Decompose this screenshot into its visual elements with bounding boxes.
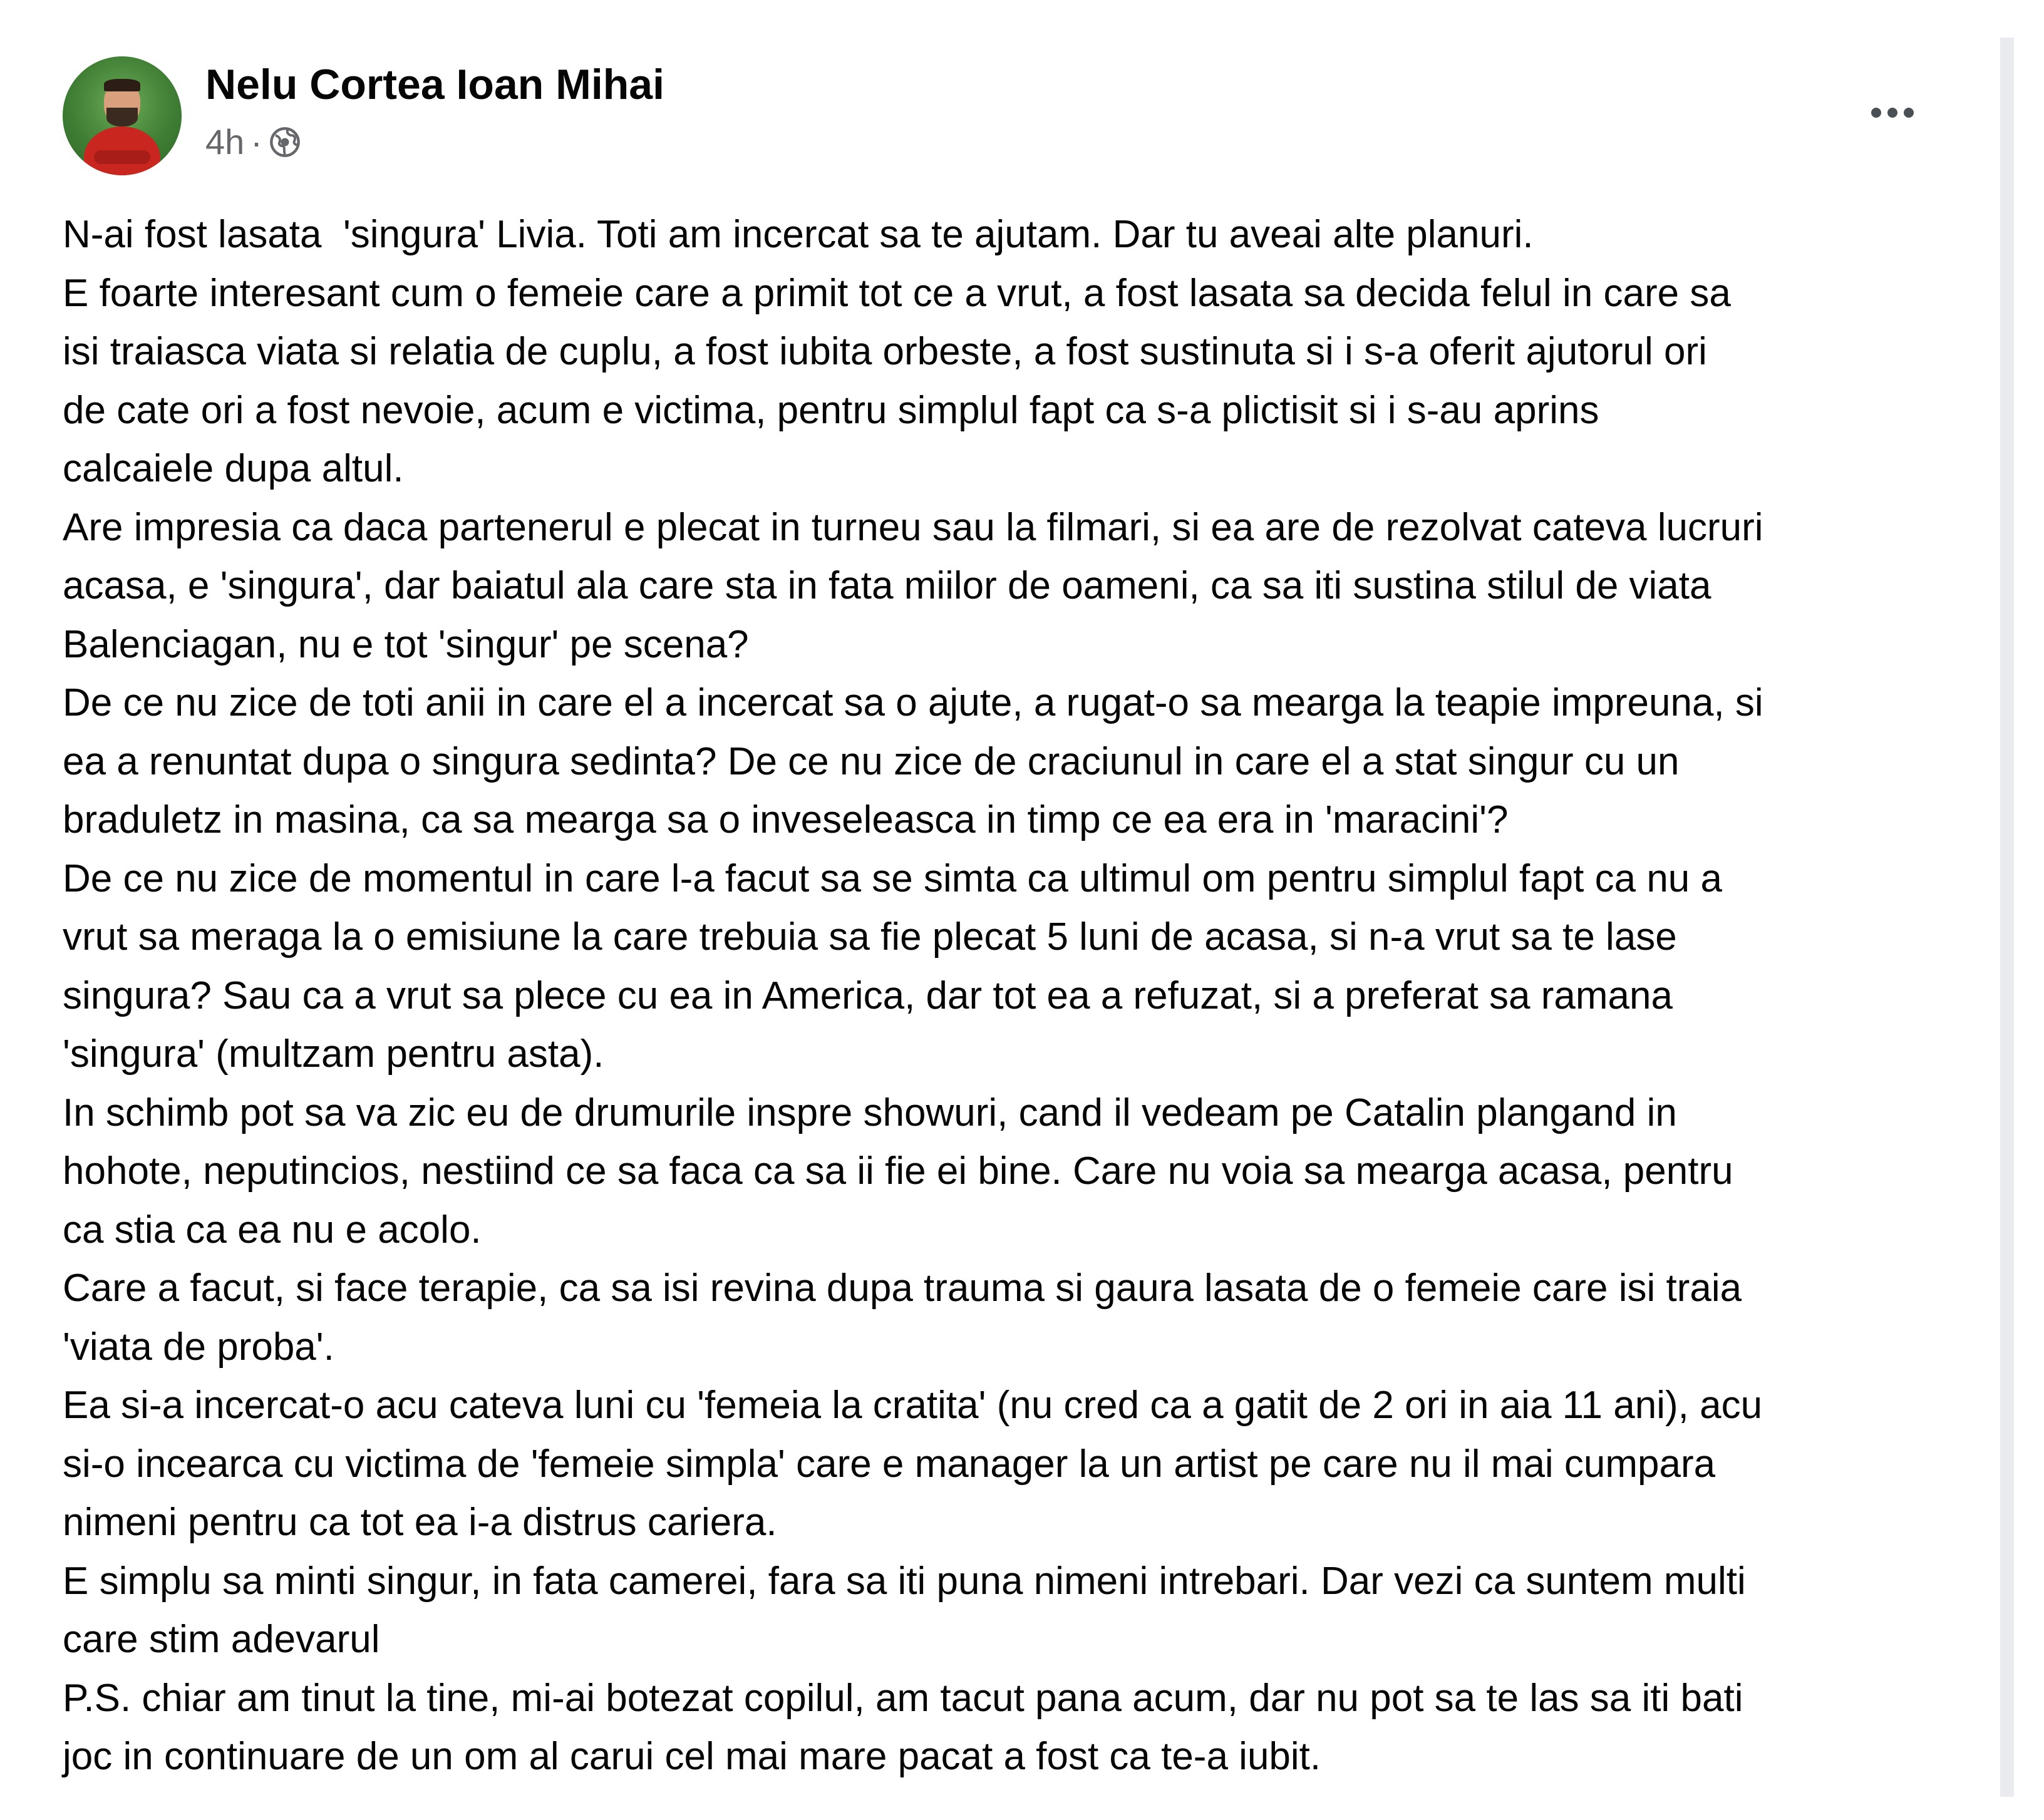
post-header xyxy=(63,56,1941,182)
globe-icon[interactable] xyxy=(269,126,301,158)
more-dot-icon xyxy=(1887,108,1897,118)
more-dot-icon xyxy=(1904,108,1914,118)
meta-separator: · xyxy=(250,122,262,162)
post-timestamp[interactable]: 4h xyxy=(205,122,245,162)
author-name-link[interactable]: Nelu Cortea Ioan Mihai xyxy=(205,61,664,108)
more-dot-icon xyxy=(1871,108,1881,118)
author-avatar[interactable] xyxy=(63,56,182,175)
avatar-arms xyxy=(94,150,150,164)
post-meta xyxy=(205,121,301,162)
post-body-text: N-ai fost lasata 'singura' Livia. Toti am incercat sa te ajutam. Dar tu aveai alte planuri. E foarte interesant cum o femeie care a primit tot ce a vrut, a fost lasata sa decida felul in care sa isi traiasca viata si relatia de cuplu, a fost iubita orbeste, a fost sustinuta si i s-a oferit ajutorul ori de cate ori a fost nevoie, acum e victima, pentru simplul fapt ca s-a plictisit si i s-au aprins calcaiele dupa altul. Are impresia ca daca partenerul e plecat in turneu sau la filmari, si ea are de rezolvat cateva lucruri acasa, e 'singura', dar baiatul ala care sta in fata miilor de oameni, ca sa iti sustina stilul de viata Balenciagan, nu e tot 'singur' pe scena? De ce nu zice de toti anii in care el a incercat sa o ajute, a rugat-o sa mearga la teapie impreuna, si ea a renuntat dupa o singura sedinta? De ce nu zice de craciunul in care el a stat singur cu un braduletz in masina, ca sa mearga sa o inveseleasca in timp ce ea era in 'maracini'? De ce nu zice de momentul in care l-a facut sa se simta ca ultimul om pentru simplul fapt ca nu a vrut sa meraga la o emisiune la care trebuia sa fie plecat 5 luni de acasa, si n-a vrut sa te lase singura? Sau ca a vrut sa plece cu ea in America, dar tot ea a refuzat, si a preferat sa ramana 'singura' (multzam pentru asta). In schimb pot sa va zic eu de drumurile inspre showuri, cand il vedeam pe Catalin plangand in hohote, neputincios, nestiind ce sa faca ca sa ii fie ei bine. Care nu voia sa mearga acasa, pentru ca stia ca ea nu e acolo. Care a facut, si face terapie, ca sa isi revina dupa trauma si gaura lasata de o femeie care isi traia 'viata de proba'. Ea si-a incercat-o acu cateva luni cu 'femeia la cratita' (nu cred ca a gatit de 2 ori in aia 11 ani), acu si-o incearca cu victima de 'femeie simpla' care e manager la un artist pe care nu il mai cumpara nimeni pentru ca tot ea i-a distrus cariera. E simplu sa minti singur, in fata camerei, fara sa iti puna nimeni intrebari. Dar vezi ca suntem multi care stim adevarul P.S. chiar am tinut la tine, mi-ai botezat copilul, am tacut pana acum, dar nu pot sa te las sa iti bati joc in continuare de un om al carui cel mai mare pacat a fost ca te-a iubit. xyxy=(63,213,1763,1778)
avatar-hair xyxy=(104,79,140,91)
avatar-beard xyxy=(106,108,138,126)
more-options-button[interactable] xyxy=(1861,88,1924,138)
feed-scrollbar[interactable] xyxy=(2000,38,2014,1797)
